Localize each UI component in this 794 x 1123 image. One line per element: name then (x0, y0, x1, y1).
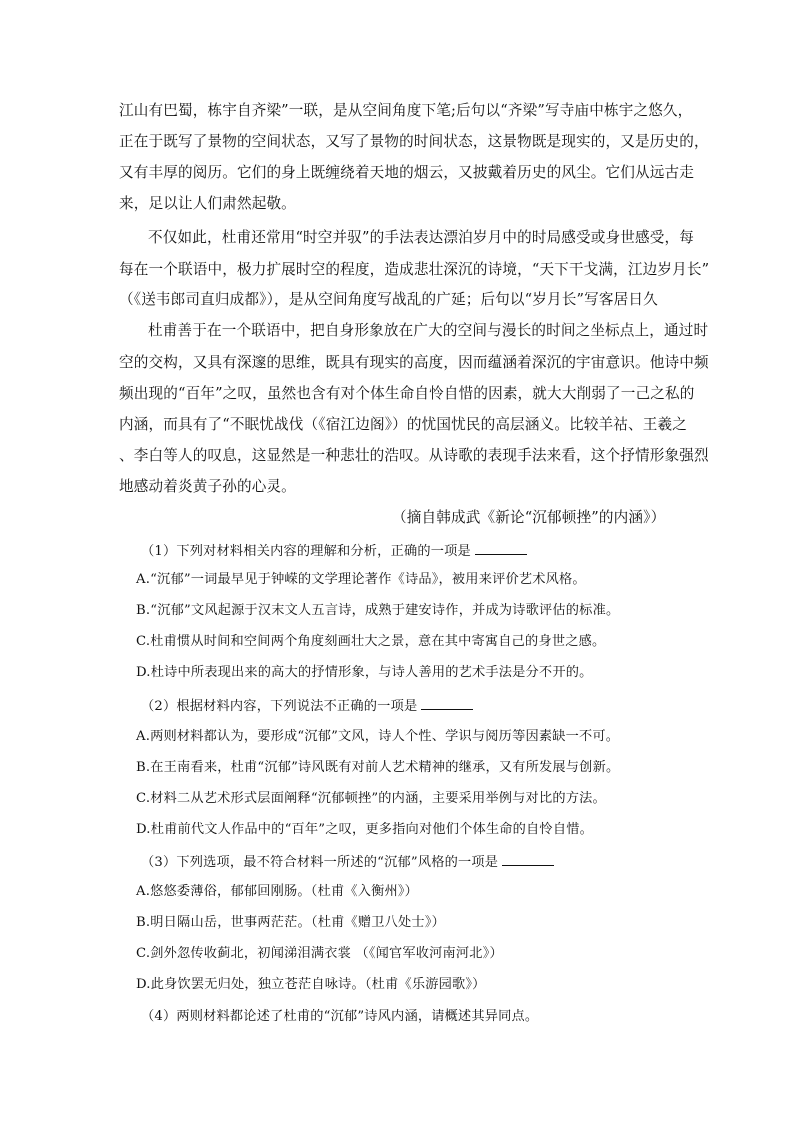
option-item: B.在王南看来，杜甫“沉郁”诗风既有对前人艺术精神的继承，又有所发展与创新。 (136, 760, 620, 775)
answer-blank (502, 851, 554, 866)
passage-line: （《送韦郎司直归成都》），是从空间角度写战乱的广延；后句以“岁月长”写客居日久 (119, 291, 658, 308)
question-stem: （2）根据材料内容，下列说法不正确的一项是 (141, 695, 701, 717)
option-item: C.剑外忽传收蓟北，初闻涕泪满衣裳 （《闻官军收河南河北》） (136, 946, 503, 961)
passage-line: 内涵，而具有了“不眠忧战伐（《宿江边阁》）的忧国忧民的高层涵义。比较羊祜、王羲之 (119, 416, 688, 433)
option-item: B.明日隔山岳，世事两茫茫。（杜甫《赠卫八处士》） (136, 915, 445, 930)
question-stem: （4）两则材料都论述了杜甫的“沉郁”诗风内涵，请概述其异同点。 (141, 1009, 539, 1024)
option-item: C.杜甫惯从时间和空间两个角度刻画壮大之景，意在其中寄寓自己的身世之感。 (136, 634, 606, 649)
passage-line: 地感动着炎黄子孙的心灵。 (119, 478, 296, 495)
answer-blank (475, 540, 527, 555)
option-item: B.“沉郁”文风起源于汉末文人五言诗，成熟于建安诗作，并成为诗歌评估的标准。 (136, 603, 620, 618)
option-item: A.“沉郁”一词最早见于钟嵘的文学理论著作《诗品》，被用来评价艺术风格。 (136, 572, 586, 587)
passage-line: 、李白等人的叹息，这显然是一种悲壮的浩叹。从诗歌的表现手法来看，这个抒情形象强烈 (119, 447, 709, 464)
passage-line: 空的交构，又具有深邃的思维，既具有现实的高度，因而蕴涵着深沉的宇宙意识。他诗中频 (119, 354, 709, 371)
option-item: D.此身饮罢无归处，独立苍茫自咏诗。（杜甫《乐游园歌》） (136, 977, 486, 992)
passage-line: 杜甫善于在一个联语中，把自身形象放在广大的空间与漫长的时间之坐标点上，通过时 (148, 322, 709, 339)
question-stem: （1）下列对材料相关内容的理解和分析，正确的一项是 (141, 540, 701, 562)
passage-line: 江山有巴蜀，栋宇自齐梁”一联，是从空间角度下笔;后句以“齐梁”写寺庙中栋宇之悠久， (119, 102, 693, 119)
passage-line: 来，足以让人们肃然起敬。 (119, 195, 296, 212)
question-stem: （3）下列选项，最不符合材料一所述的“沉郁”风格的一项是 (141, 851, 701, 873)
passage-line: 每在一个联语中，极力扩展时空的程度，造成悲壮深沉的诗境，“天下干戈满，江边岁月长” (119, 261, 710, 278)
passage-line: 又有丰厚的阅历。它们的身上既缠绕着天地的烟云，又披戴着历史的风尘。它们从远古走 (119, 164, 695, 181)
option-item: A.两则材料都认为，要形成“沉郁”文风，诗人个性、学识与阅历等因素缺一不可。 (136, 729, 620, 744)
answer-blank (421, 695, 473, 710)
passage-line: 正在于既写了景物的空间状态，又写了景物的时间状态，这景物既是现实的，又是历史的， (119, 133, 709, 150)
passage-source: （摘自韩成武《新论“沉郁顿挫”的内涵》） (392, 509, 666, 526)
passage-line: 频出现的“百年”之叹，虽然也含有对个体生命自怜自惜的因素，就大大削弱了一己之私的 (119, 385, 695, 402)
option-item: A.悠悠委薄俗，郁郁回刚肠。（杜甫《入衡州》） (136, 884, 419, 899)
passage-line: 不仅如此，杜甫还常用“时空并驭”的手法表达漂泊岁月中的时局感受或身世感受，每 (148, 229, 694, 246)
option-item: C.材料二从艺术形式层面阐释“沉郁顿挫”的内涵，主要采用举例与对比的方法。 (136, 791, 606, 806)
option-item: D.杜诗中所表现出来的高大的抒情形象，与诗人善用的艺术手法是分不开的。 (136, 665, 593, 680)
option-item: D.杜甫前代文人作品中的“百年”之叹，更多指向对他们个体生命的自怜自惜。 (136, 822, 593, 837)
